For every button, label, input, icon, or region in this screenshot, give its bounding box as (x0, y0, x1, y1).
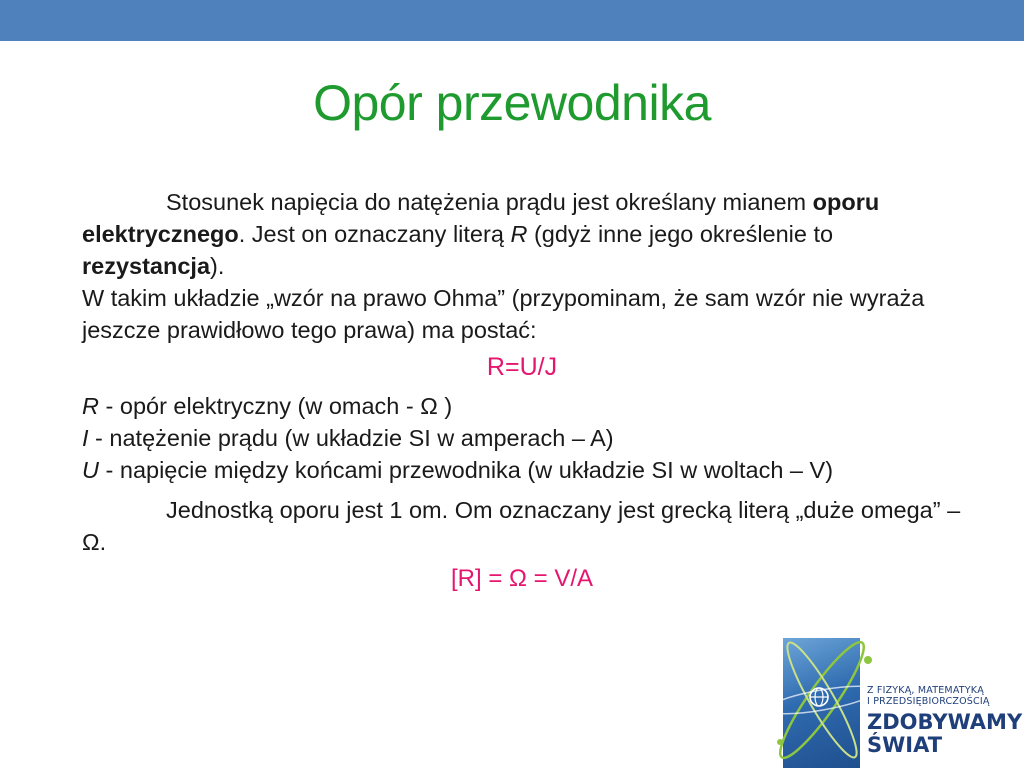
logo-line-4: ŚWIAT (867, 733, 943, 757)
symbol-r: R (510, 221, 528, 247)
def-symbol: I (82, 425, 89, 451)
logo-tagline (867, 685, 990, 707)
bold-term-resistance: oporu elektrycznego (82, 189, 880, 247)
definition-u (82, 457, 833, 483)
definition-r (82, 393, 452, 419)
definition-i (82, 425, 614, 451)
paragraph-definition (82, 186, 962, 282)
project-logo (770, 622, 1024, 768)
bold-term-rezystancja: rezystancja (82, 253, 211, 279)
text: ). (210, 253, 225, 279)
def-symbol: R (82, 393, 99, 419)
def-text: - natężenie prądu (w układzie SI w amperach – A) (88, 425, 614, 451)
def-symbol: U (82, 457, 99, 483)
slide-title: Opór przewodnika (313, 75, 711, 131)
slide-content (82, 186, 962, 596)
formula-unit: [R] = Ω = V/A (451, 565, 593, 592)
definition-list (82, 390, 962, 486)
text: (gdyż inne jego określenie to (527, 221, 834, 247)
logo-name (867, 711, 1022, 757)
top-bar (0, 0, 1024, 41)
paragraph-ohm-law: W takim układzie „wzór na prawo Ohma” (przypominam, że sam wzór nie wyraża jeszcze prawidłowo tego prawa) ma postać: (82, 285, 925, 343)
def-text: - opór elektryczny (w omach - Ω ) (98, 393, 453, 419)
text: Stosunek napięcia do natężenia prądu jest określany mianem (166, 189, 807, 215)
logo-line-3: ZDOBYWAMY (867, 710, 1023, 734)
logo-line-1: Z FIZYKĄ, MATEMATYKĄ (867, 685, 984, 696)
logo-line-2: I PRZEDSIĘBIORCZOŚCIĄ (867, 696, 990, 707)
def-text: - napięcie między końcami przewodnika (w układzie SI w woltach – V) (98, 457, 834, 483)
text: . Jest on oznaczany literą (238, 221, 511, 247)
globe-icon (808, 686, 830, 708)
paragraph-unit (82, 494, 962, 558)
formula-ohm: R=U/J (486, 353, 558, 381)
text: Jednostką oporu jest 1 om. Om oznaczany jest grecką literą „duże omega” – Ω. (82, 497, 961, 555)
